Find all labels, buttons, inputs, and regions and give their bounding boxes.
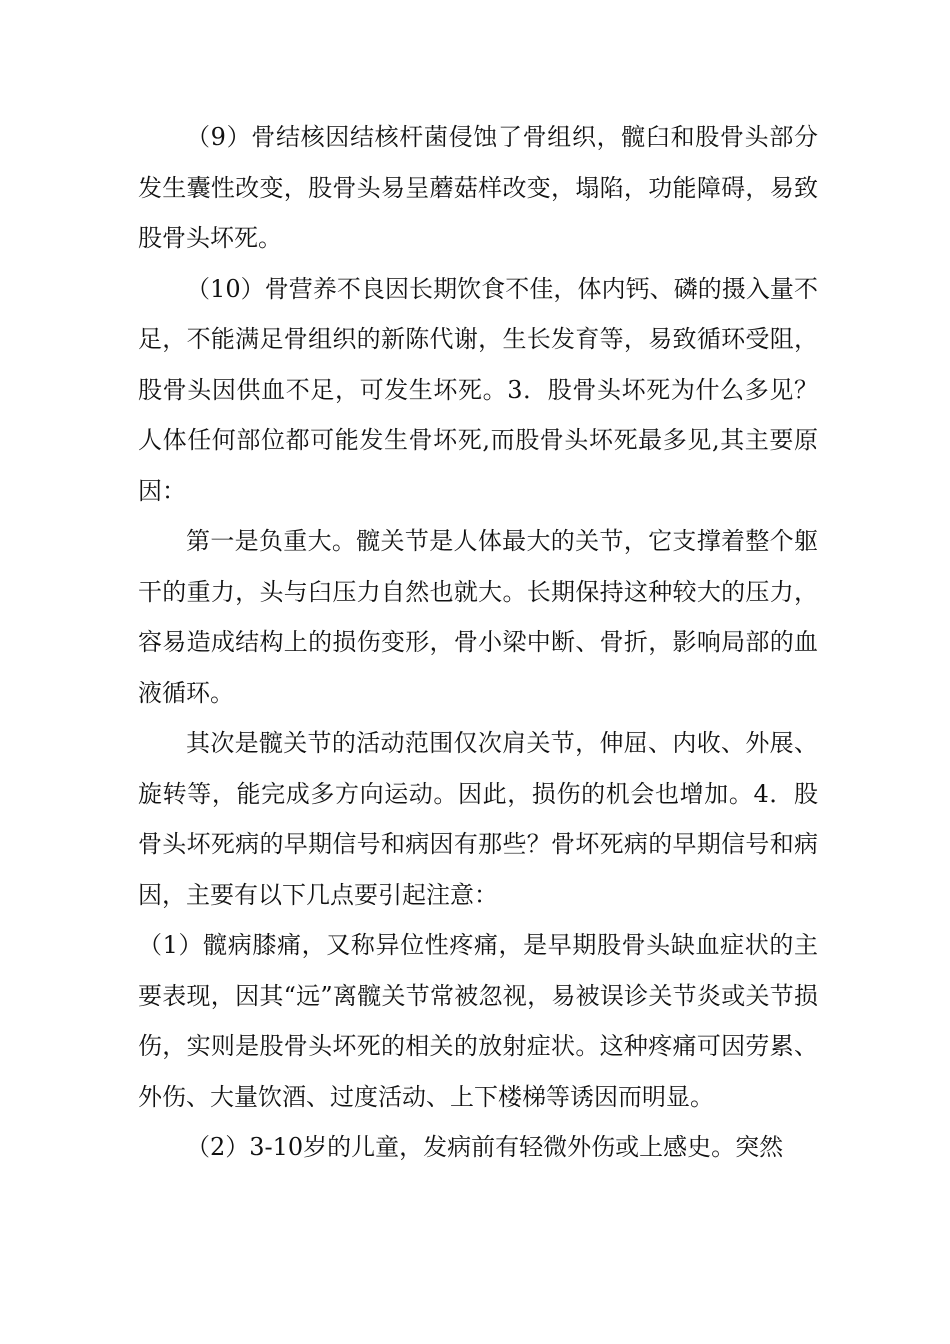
paragraph-bone-tuberculosis: （9）骨结核因结核杆菌侵蚀了骨组织，髋臼和股骨头部分发生囊性改变，股骨头易呈蘑菇样改变，塌陷，功能障碍，易致股骨头坏死。: [138, 123, 818, 252]
paragraph-knee-pain: （1）髋病膝痛，又称异位性疼痛，是早期股骨头缺血症状的主要表现，因其“远”离髋关节常被忽视，易被误诊关节炎或关节损伤，实则是股骨头坏死的相关的放射症状。这种疼痛可因劳累、外伤、大量饮酒、过度活动、上下楼梯等诱因而明显。: [138, 931, 818, 1111]
paragraph-weight-bearing: 第一是负重大。髋关节是人体最大的关节，它支撑着整个躯干的重力，头与臼压力自然也就大。长期保持这种较大的压力，容易造成结构上的损伤变形，骨小梁中断、骨折，影响局部的血液循环。: [138, 527, 818, 707]
paragraph-children: （2）3-10岁的儿童，发病前有轻微外伤或上感史。突然: [186, 1133, 784, 1161]
paragraph-range-of-motion: 其次是髋关节的活动范围仅次肩关节，伸屈、内收、外展、旋转等，能完成多方向运动。因此，损伤的机会也增加。4．股骨头坏死病的早期信号和病因有那些？骨坏死病的早期信号和病因，主要有以下几点要引起注意：: [138, 729, 818, 909]
body-text: [138, 112, 818, 1173]
paragraph-bone-malnutrition: （10）骨营养不良因长期饮食不佳，体内钙、磷的摄入量不足，不能满足骨组织的新陈代谢，生长发育等，易致循环受阻，股骨头因供血不足，可发生坏死。3．股骨头坏死为什么多见？人体任何部位都可能发生骨坏死,而股骨头坏死最多见,其主要原因：: [138, 274, 818, 505]
